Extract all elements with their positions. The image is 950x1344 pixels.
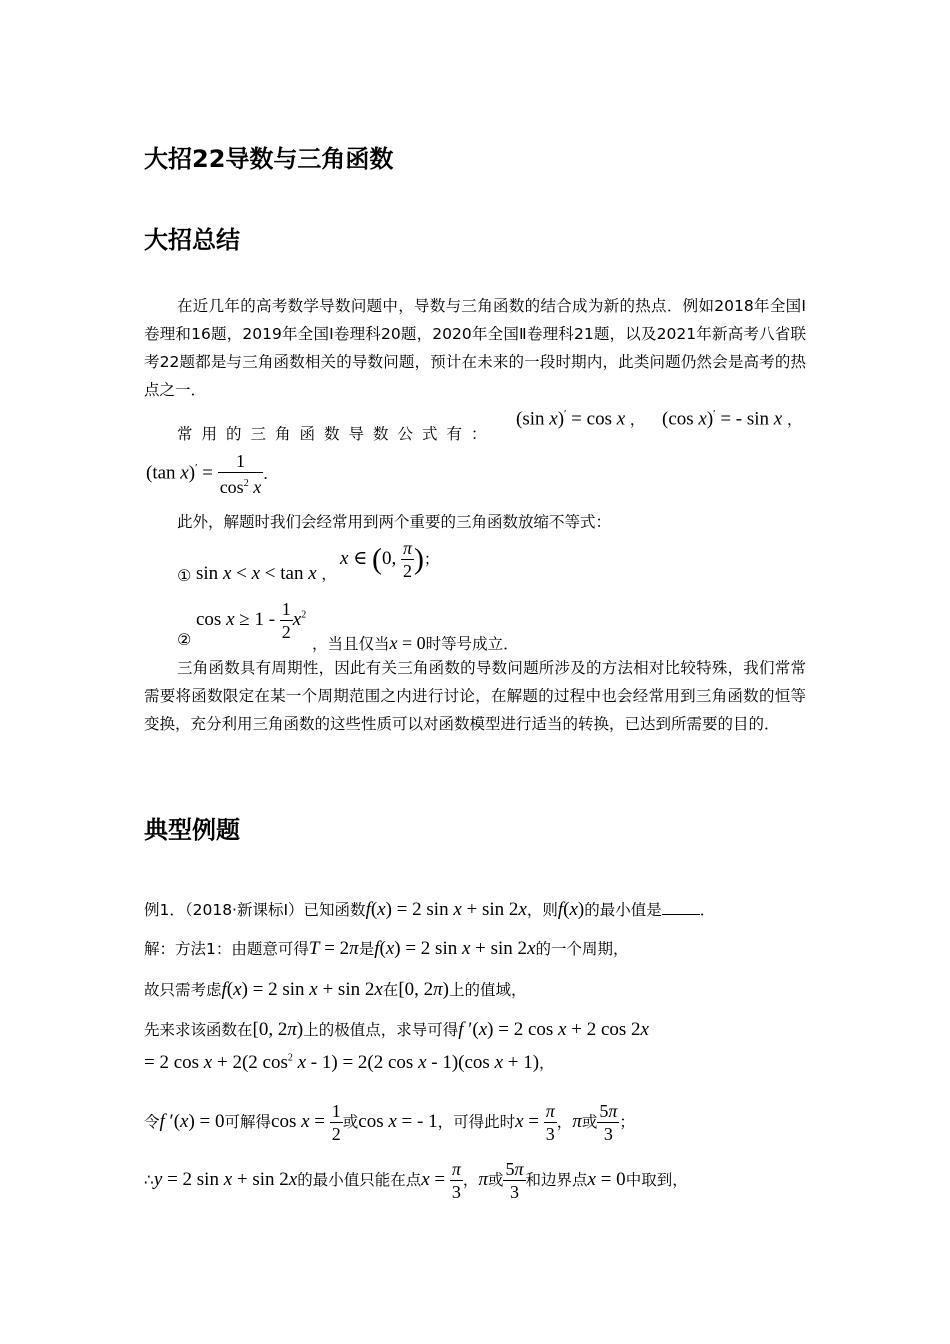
section-heading-summary: 大招总结 (144, 226, 240, 254)
example-1-statement: 例1．（2018·新课标Ⅰ）已知函数f(x) = 2 sin x + sin 2x，则f(x)的最小值是 ． (144, 899, 716, 920)
inequalities-lead: 此外，解题时我们会经常用到两个重要的三角函数放缩不等式： (177, 513, 612, 531)
circled-2-marker: ② (177, 630, 192, 649)
inequality-2: cos x ≥ 1 - $\frac{1}{2}$ $x^2$ (196, 599, 307, 642)
inequality-2-condition: ，当且仅当x = 0时等号成立． (312, 633, 519, 653)
answer-blank (662, 900, 700, 915)
formula-sin-derivative: (sin x)′ = cos x ， (516, 408, 645, 430)
inequality-1: sin x < x < tan x ， (196, 563, 337, 584)
periodicity-paragraph: 三角函数具有周期性，因此有关三角函数的导数问题所涉及的方法相对比较特殊，我们常常需要将函数限定在某一个周期范围之内进行讨论，在解题的过程中也会经常用到三角函数的恒等变换，充分利用三角函数的这些性质可以对函数模型进行适当的转换，已达到所需要的目的． (144, 659, 806, 733)
section-heading-examples: 典型例题 (144, 816, 240, 844)
circled-1-marker: ① (177, 566, 192, 585)
formula-tan-derivative: (tan x)′ = $\frac{1}{\cos^2 x}$ ． (146, 451, 279, 497)
intro-paragraph: 在近几年的高考数学导数问题中，导数与三角函数的结合成为新的热点．例如2018年全国Ⅰ卷理和16题，2019年全国Ⅰ卷理科20题，2020年全国Ⅱ卷理科21题，以及2021年新高考八省联考22题都是与三角函数相关的导数问题，预计在未来的一段时期内，此类问题仍然会是高考的热点之一． (144, 297, 806, 399)
page-title: 大招22导数与三角函数 (144, 145, 394, 173)
inequality-1-domain: x ∈ (0, $\frac{\pi}{2}$ )； (340, 538, 440, 581)
solution-line-2: 故只需考虑f(x) = 2 sin x + sin 2x在[0, 2π)上的值域， (144, 979, 527, 1000)
solution-line-1: 解：方法1：由题意可得T = 2π是f(x) = 2 sin x + sin 2x的一个周期， (144, 938, 629, 959)
solution-line-4: = 2 cos x + 2(2 $\cos^2 x - 1) = 2(2$ cos x - 1)(cos x + 1)， (144, 1052, 555, 1073)
solution-line-3: 先来求该函数在[0, 2π)上的极值点，求导可得f ′(x) = 2 cos x + 2 cos 2x (144, 1019, 649, 1040)
formula-cos-derivative: (cos x)′ = - sin x ， (662, 408, 802, 430)
solution-line-5: 令f ′(x) = 0可解得cos x = $\frac{1}{2}$ 或cos x = - 1，可得此时x = $\frac{\pi}{3}$ ，π或 $\frac{5\pi}{3}$ ； (144, 1101, 635, 1144)
solution-line-6: ∴y = 2 sin x + sin 2x的最小值只能在点x = $\frac{\pi}{3}$ ，π或 $\frac{5\pi}{3}$ 和边界点x = 0中取到， (144, 1159, 688, 1202)
formulas-lead: 常用的三角函数导数公式有： (177, 425, 496, 443)
